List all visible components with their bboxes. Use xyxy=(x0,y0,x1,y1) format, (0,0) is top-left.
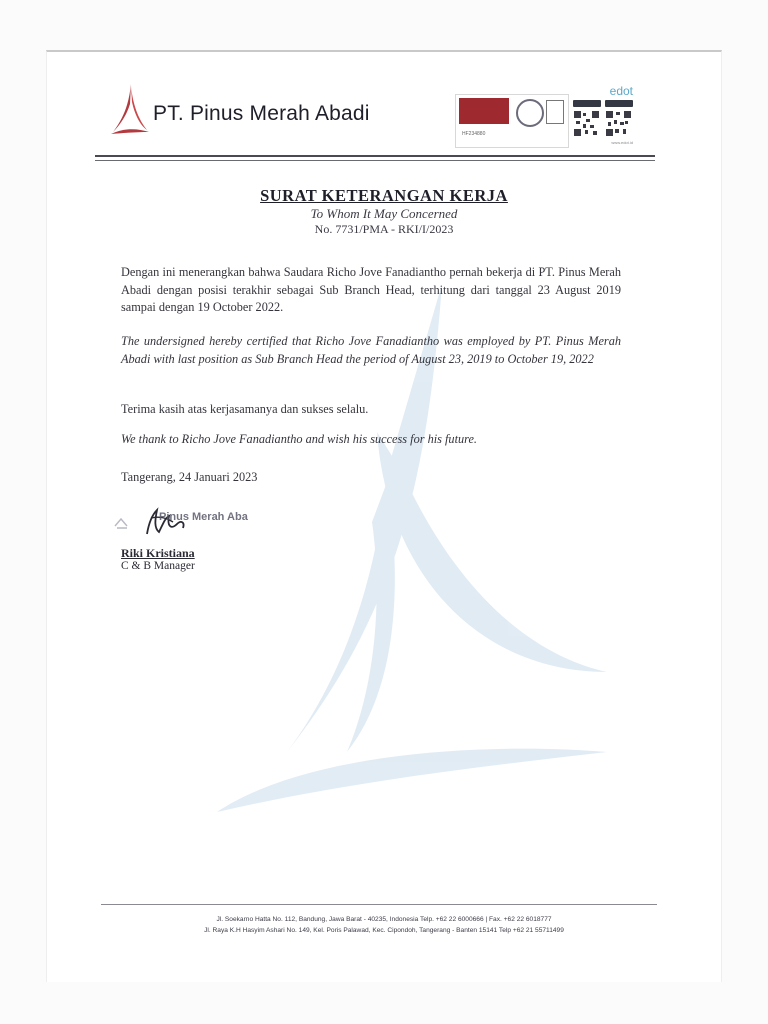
pinus-logo-icon xyxy=(107,80,151,140)
company-name: PT. Pinus Merah Abadi xyxy=(153,102,370,125)
certification-band xyxy=(459,98,509,124)
document-title: SURAT KETERANGAN KERJA xyxy=(260,186,508,205)
body-paragraph-id: Dengan ini menerangkan bahwa Saudara Richo Jove Fanadiantho pernah bekerja di PT. Pinus Merah Abadi dengan posisi terakhir sebagai Sub Branch Head, terhitung dari tanggal 23 August 2019 sampai dengan 19 October 2022. xyxy=(121,265,621,314)
footer-address-line: Jl. Soekarno Hatta No. 112, Bandung, Jawa Barat - 40235, Indonesia Telp. +62 22 6000666 | Fax. +62 22 6018777 xyxy=(216,916,552,923)
edot-block xyxy=(573,84,635,148)
edot-logo: edot xyxy=(609,84,633,98)
place-date: Tangerang, 24 Januari 2023 xyxy=(121,470,258,484)
letter-page xyxy=(46,50,722,982)
signer-name: Riki Kristiana xyxy=(121,546,195,560)
qr-code-icon xyxy=(605,110,632,137)
header-divider xyxy=(95,155,655,157)
letterhead xyxy=(47,52,721,172)
footer-address xyxy=(47,914,721,936)
thanks-paragraph-id: Terima kasih atas kerjasamanya dan sukses selalu. xyxy=(121,402,369,416)
header-divider xyxy=(95,160,655,161)
document-number: No. 7731/PMA - RKI/I/2023 xyxy=(314,222,454,236)
certification-seal-icon xyxy=(516,99,544,127)
company-stamp: Pinus Merah Aba xyxy=(159,511,248,523)
google-play-badge-icon xyxy=(573,100,601,107)
thanks-paragraph-en: We thank to Richo Jove Fanadiantho and wish his success for his future. xyxy=(121,432,478,446)
app-store-badge-icon xyxy=(605,100,633,107)
body-paragraph-en: The undersigned hereby certified that Richo Jove Fanadiantho was employed by PT. Pinus Merah Abadi with last position as Sub Branch Head the period of August 23, 2019 to October 19, 2022 xyxy=(121,334,621,366)
accreditation-mark-icon xyxy=(546,100,564,124)
signer-title: C & B Manager xyxy=(121,560,195,572)
certification-number: HF234880 xyxy=(462,131,486,137)
certification-badge xyxy=(455,94,569,148)
footer-address-line: Jl. Raya K.H Hasyim Ashari No. 149, Kel. Poris Palawad, Kec. Cipondoh, Tangerang - Banten 15141 Telp +62 21 55711499 xyxy=(204,927,564,934)
footer-divider xyxy=(101,904,657,905)
title-block xyxy=(47,186,721,237)
edot-url: www.edot.id xyxy=(611,140,633,145)
qr-code-icon xyxy=(573,110,600,137)
document-subtitle: To Whom It May Concerned xyxy=(310,206,458,221)
